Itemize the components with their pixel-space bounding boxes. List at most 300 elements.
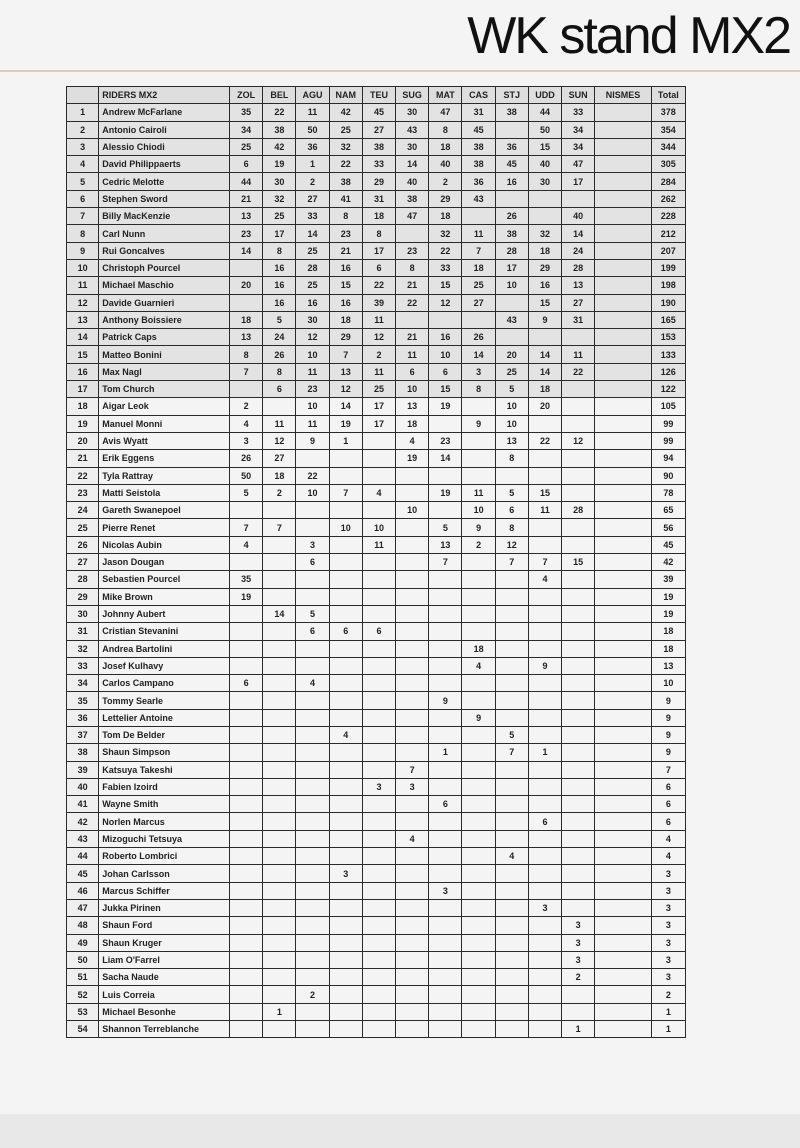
points-cell: 7 <box>396 761 429 778</box>
points-cell: 32 <box>429 225 462 242</box>
points-cell <box>296 778 329 795</box>
points-cell: 9 <box>462 709 495 726</box>
rider-name-cell: Pierre Renet <box>99 519 230 536</box>
points-cell: 23 <box>396 242 429 259</box>
points-cell <box>562 1003 595 1020</box>
points-cell: 10 <box>296 398 329 415</box>
points-cell: 11 <box>296 415 329 432</box>
points-cell <box>396 882 429 899</box>
rider-name-cell: Carlos Campano <box>99 675 230 692</box>
points-cell <box>296 830 329 847</box>
points-cell: 12 <box>362 329 395 346</box>
points-cell: 8 <box>329 208 362 225</box>
points-cell <box>429 657 462 674</box>
column-header: CAS <box>462 87 495 104</box>
points-cell: 1 <box>528 744 561 761</box>
points-cell <box>528 519 561 536</box>
points-cell <box>595 363 651 380</box>
total-cell: 153 <box>651 329 685 346</box>
total-cell: 4 <box>651 830 685 847</box>
rider-name-cell: Liam O'Farrel <box>99 951 230 968</box>
points-cell: 4 <box>396 432 429 449</box>
points-cell <box>329 605 362 622</box>
points-cell: 13 <box>495 432 528 449</box>
points-cell <box>329 467 362 484</box>
points-cell <box>263 709 296 726</box>
points-cell <box>230 917 263 934</box>
position-cell: 22 <box>67 467 99 484</box>
points-cell <box>595 554 651 571</box>
points-cell: 7 <box>495 744 528 761</box>
points-cell: 28 <box>495 242 528 259</box>
points-cell <box>462 605 495 622</box>
points-cell <box>263 951 296 968</box>
points-cell: 34 <box>562 138 595 155</box>
position-cell: 38 <box>67 744 99 761</box>
points-cell: 11 <box>362 363 395 380</box>
points-cell: 11 <box>396 346 429 363</box>
rider-name-cell: Michael Maschio <box>99 277 230 294</box>
points-cell <box>462 813 495 830</box>
points-cell <box>528 623 561 640</box>
rider-name-cell: Manuel Monni <box>99 415 230 432</box>
points-cell <box>495 796 528 813</box>
points-cell: 36 <box>462 173 495 190</box>
position-cell: 17 <box>67 381 99 398</box>
points-cell <box>329 1021 362 1038</box>
points-cell: 9 <box>528 311 561 328</box>
table-row <box>67 934 686 951</box>
table-row <box>67 761 686 778</box>
points-cell <box>595 138 651 155</box>
position-cell: 49 <box>67 934 99 951</box>
rider-name-cell: Cristian Stevanini <box>99 623 230 640</box>
points-cell <box>495 675 528 692</box>
points-cell <box>329 899 362 916</box>
points-cell <box>263 536 296 553</box>
points-cell: 18 <box>230 311 263 328</box>
points-cell <box>595 173 651 190</box>
total-cell: 56 <box>651 519 685 536</box>
points-cell: 14 <box>429 450 462 467</box>
points-cell <box>495 830 528 847</box>
points-cell <box>595 761 651 778</box>
position-cell: 52 <box>67 986 99 1003</box>
position-cell: 34 <box>67 675 99 692</box>
rider-name-cell: Carl Nunn <box>99 225 230 242</box>
points-cell <box>528 208 561 225</box>
position-cell: 15 <box>67 346 99 363</box>
points-cell <box>396 709 429 726</box>
points-cell <box>495 640 528 657</box>
total-cell: 39 <box>651 571 685 588</box>
points-cell: 3 <box>362 778 395 795</box>
points-cell: 32 <box>528 225 561 242</box>
points-cell: 10 <box>429 346 462 363</box>
points-cell <box>528 917 561 934</box>
points-cell: 13 <box>396 398 429 415</box>
points-cell: 7 <box>495 554 528 571</box>
total-cell: 2 <box>651 986 685 1003</box>
points-cell <box>495 986 528 1003</box>
points-cell <box>263 554 296 571</box>
points-cell <box>595 432 651 449</box>
points-cell <box>462 467 495 484</box>
table-row <box>67 450 686 467</box>
points-cell: 6 <box>429 796 462 813</box>
points-cell <box>429 830 462 847</box>
total-cell: 122 <box>651 381 685 398</box>
points-cell <box>396 1021 429 1038</box>
points-cell: 9 <box>462 415 495 432</box>
table-row <box>67 536 686 553</box>
points-cell <box>528 709 561 726</box>
rider-name-cell: Roberto Lombrici <box>99 848 230 865</box>
points-cell <box>595 917 651 934</box>
points-cell <box>362 502 395 519</box>
points-cell <box>562 709 595 726</box>
points-cell <box>263 675 296 692</box>
points-cell: 18 <box>462 640 495 657</box>
points-cell <box>230 657 263 674</box>
points-cell <box>362 848 395 865</box>
points-cell: 34 <box>562 121 595 138</box>
points-cell: 32 <box>329 138 362 155</box>
points-cell <box>263 623 296 640</box>
points-cell: 21 <box>396 277 429 294</box>
table-row <box>67 744 686 761</box>
points-cell <box>329 778 362 795</box>
points-cell <box>528 934 561 951</box>
points-cell <box>362 744 395 761</box>
position-cell: 32 <box>67 640 99 657</box>
points-cell: 13 <box>429 536 462 553</box>
points-cell <box>362 865 395 882</box>
points-cell <box>462 778 495 795</box>
points-cell: 25 <box>495 363 528 380</box>
points-cell: 10 <box>396 381 429 398</box>
column-header: Total <box>651 87 685 104</box>
points-cell: 43 <box>495 311 528 328</box>
rider-name-cell: Anthony Boissiere <box>99 311 230 328</box>
points-cell <box>230 934 263 951</box>
title-divider <box>0 70 800 72</box>
position-cell: 48 <box>67 917 99 934</box>
points-cell <box>429 502 462 519</box>
table-row <box>67 778 686 795</box>
points-cell <box>263 588 296 605</box>
points-cell: 45 <box>362 104 395 121</box>
points-cell <box>595 744 651 761</box>
position-cell: 26 <box>67 536 99 553</box>
points-cell <box>329 986 362 1003</box>
points-cell: 8 <box>396 259 429 276</box>
points-cell <box>462 986 495 1003</box>
points-cell <box>462 830 495 847</box>
points-cell <box>495 121 528 138</box>
points-cell <box>562 986 595 1003</box>
points-cell <box>329 951 362 968</box>
total-cell: 9 <box>651 709 685 726</box>
table-row <box>67 726 686 743</box>
total-cell: 78 <box>651 484 685 501</box>
table-row <box>67 951 686 968</box>
points-cell <box>362 554 395 571</box>
points-cell <box>562 778 595 795</box>
rider-name-cell: Shannon Terreblanche <box>99 1021 230 1038</box>
points-cell: 6 <box>362 259 395 276</box>
points-cell: 16 <box>429 329 462 346</box>
points-cell <box>362 813 395 830</box>
points-cell <box>329 830 362 847</box>
points-cell: 45 <box>495 156 528 173</box>
points-cell: 22 <box>429 242 462 259</box>
points-cell <box>595 830 651 847</box>
points-cell <box>362 726 395 743</box>
points-cell: 18 <box>528 242 561 259</box>
points-cell: 22 <box>396 294 429 311</box>
points-cell <box>263 640 296 657</box>
points-cell <box>296 882 329 899</box>
table-row <box>67 104 686 121</box>
points-cell <box>362 709 395 726</box>
position-cell: 50 <box>67 951 99 968</box>
points-cell <box>263 778 296 795</box>
table-row <box>67 813 686 830</box>
points-cell <box>263 934 296 951</box>
table-row <box>67 1021 686 1038</box>
points-cell <box>528 329 561 346</box>
points-cell: 3 <box>296 536 329 553</box>
points-cell <box>296 744 329 761</box>
points-cell <box>230 813 263 830</box>
points-cell <box>562 726 595 743</box>
points-cell <box>528 536 561 553</box>
points-cell <box>296 502 329 519</box>
position-cell: 33 <box>67 657 99 674</box>
points-cell: 9 <box>296 432 329 449</box>
points-cell: 40 <box>528 156 561 173</box>
points-cell <box>296 951 329 968</box>
rider-name-cell: Andrea Bartolini <box>99 640 230 657</box>
points-cell <box>296 761 329 778</box>
points-cell <box>595 623 651 640</box>
points-cell: 2 <box>562 969 595 986</box>
points-cell: 10 <box>296 484 329 501</box>
column-header: SUN <box>562 87 595 104</box>
points-cell <box>396 675 429 692</box>
position-cell: 47 <box>67 899 99 916</box>
table-row <box>67 554 686 571</box>
points-cell <box>263 813 296 830</box>
points-cell: 25 <box>462 277 495 294</box>
total-cell: 3 <box>651 865 685 882</box>
points-cell: 16 <box>263 277 296 294</box>
points-cell <box>595 519 651 536</box>
points-cell: 10 <box>495 277 528 294</box>
points-cell: 20 <box>495 346 528 363</box>
points-cell <box>429 640 462 657</box>
points-cell: 5 <box>230 484 263 501</box>
points-cell <box>595 536 651 553</box>
total-cell: 94 <box>651 450 685 467</box>
total-cell: 207 <box>651 242 685 259</box>
points-cell <box>362 605 395 622</box>
points-cell: 12 <box>562 432 595 449</box>
points-cell <box>595 1021 651 1038</box>
points-cell <box>562 536 595 553</box>
points-cell: 30 <box>263 173 296 190</box>
points-cell <box>495 329 528 346</box>
points-cell <box>296 969 329 986</box>
rider-name-cell: Jukka Pirinen <box>99 899 230 916</box>
points-cell <box>429 588 462 605</box>
points-cell <box>396 899 429 916</box>
points-cell <box>528 640 561 657</box>
table-row <box>67 969 686 986</box>
points-cell <box>230 502 263 519</box>
points-cell <box>263 969 296 986</box>
points-cell: 36 <box>495 138 528 155</box>
points-cell: 43 <box>396 121 429 138</box>
points-cell <box>462 398 495 415</box>
points-cell <box>296 726 329 743</box>
table-row <box>67 190 686 207</box>
points-cell <box>595 778 651 795</box>
points-cell <box>296 588 329 605</box>
points-cell <box>329 848 362 865</box>
table-row <box>67 311 686 328</box>
points-cell <box>562 588 595 605</box>
points-cell <box>562 675 595 692</box>
points-cell <box>230 259 263 276</box>
points-cell <box>595 329 651 346</box>
page-title: WK stand MX2 <box>467 7 790 65</box>
points-cell <box>462 951 495 968</box>
points-cell: 8 <box>429 121 462 138</box>
points-cell <box>396 657 429 674</box>
points-cell: 47 <box>396 208 429 225</box>
total-cell: 354 <box>651 121 685 138</box>
points-cell <box>230 554 263 571</box>
points-cell <box>462 934 495 951</box>
rider-name-cell: Stephen Sword <box>99 190 230 207</box>
points-cell: 21 <box>329 242 362 259</box>
points-cell: 6 <box>528 813 561 830</box>
table-row <box>67 588 686 605</box>
points-cell: 38 <box>462 138 495 155</box>
points-cell <box>528 692 561 709</box>
points-cell <box>362 657 395 674</box>
points-cell <box>396 813 429 830</box>
points-cell <box>362 692 395 709</box>
points-cell <box>362 951 395 968</box>
points-cell: 28 <box>562 502 595 519</box>
points-cell: 12 <box>296 329 329 346</box>
total-cell: 228 <box>651 208 685 225</box>
points-cell <box>230 969 263 986</box>
points-cell: 9 <box>528 657 561 674</box>
table-row <box>67 830 686 847</box>
points-cell: 25 <box>329 121 362 138</box>
points-cell <box>296 934 329 951</box>
points-cell <box>495 917 528 934</box>
total-cell: 42 <box>651 554 685 571</box>
points-cell <box>396 1003 429 1020</box>
points-cell: 40 <box>562 208 595 225</box>
points-cell: 8 <box>230 346 263 363</box>
total-cell: 3 <box>651 969 685 986</box>
points-cell <box>462 761 495 778</box>
position-cell: 24 <box>67 502 99 519</box>
position-cell: 7 <box>67 208 99 225</box>
total-cell: 4 <box>651 848 685 865</box>
points-cell <box>595 277 651 294</box>
points-cell: 14 <box>528 346 561 363</box>
points-cell <box>362 934 395 951</box>
table-row <box>67 259 686 276</box>
points-cell: 9 <box>462 519 495 536</box>
rider-name-cell: Sebastien Pourcel <box>99 571 230 588</box>
points-cell <box>528 951 561 968</box>
points-cell: 36 <box>296 138 329 155</box>
points-cell: 42 <box>329 104 362 121</box>
position-cell: 2 <box>67 121 99 138</box>
table-row <box>67 675 686 692</box>
points-cell <box>396 467 429 484</box>
points-cell <box>329 744 362 761</box>
rider-name-cell: Max Nagl <box>99 363 230 380</box>
column-header: NAM <box>329 87 362 104</box>
points-cell: 35 <box>230 104 263 121</box>
points-cell: 8 <box>263 363 296 380</box>
points-cell <box>263 899 296 916</box>
points-cell: 3 <box>329 865 362 882</box>
points-cell <box>296 657 329 674</box>
points-cell: 15 <box>528 484 561 501</box>
points-cell: 1 <box>329 432 362 449</box>
points-cell: 2 <box>362 346 395 363</box>
points-cell: 13 <box>562 277 595 294</box>
total-cell: 199 <box>651 259 685 276</box>
position-cell: 19 <box>67 415 99 432</box>
total-cell: 9 <box>651 744 685 761</box>
points-cell <box>396 536 429 553</box>
points-cell <box>396 588 429 605</box>
points-cell: 19 <box>230 588 263 605</box>
rider-name-cell: Aigar Leok <box>99 398 230 415</box>
points-cell <box>329 761 362 778</box>
points-cell: 10 <box>296 346 329 363</box>
points-cell <box>562 605 595 622</box>
points-cell: 25 <box>230 138 263 155</box>
points-cell <box>495 623 528 640</box>
points-cell: 6 <box>230 675 263 692</box>
points-cell <box>396 311 429 328</box>
total-cell: 105 <box>651 398 685 415</box>
points-cell <box>528 796 561 813</box>
points-cell: 10 <box>462 502 495 519</box>
column-header: ZOL <box>230 87 263 104</box>
points-cell: 24 <box>263 329 296 346</box>
position-cell: 54 <box>67 1021 99 1038</box>
points-cell <box>263 571 296 588</box>
points-cell <box>595 657 651 674</box>
points-cell: 3 <box>562 951 595 968</box>
points-cell <box>362 882 395 899</box>
points-cell: 16 <box>528 277 561 294</box>
position-cell: 42 <box>67 813 99 830</box>
